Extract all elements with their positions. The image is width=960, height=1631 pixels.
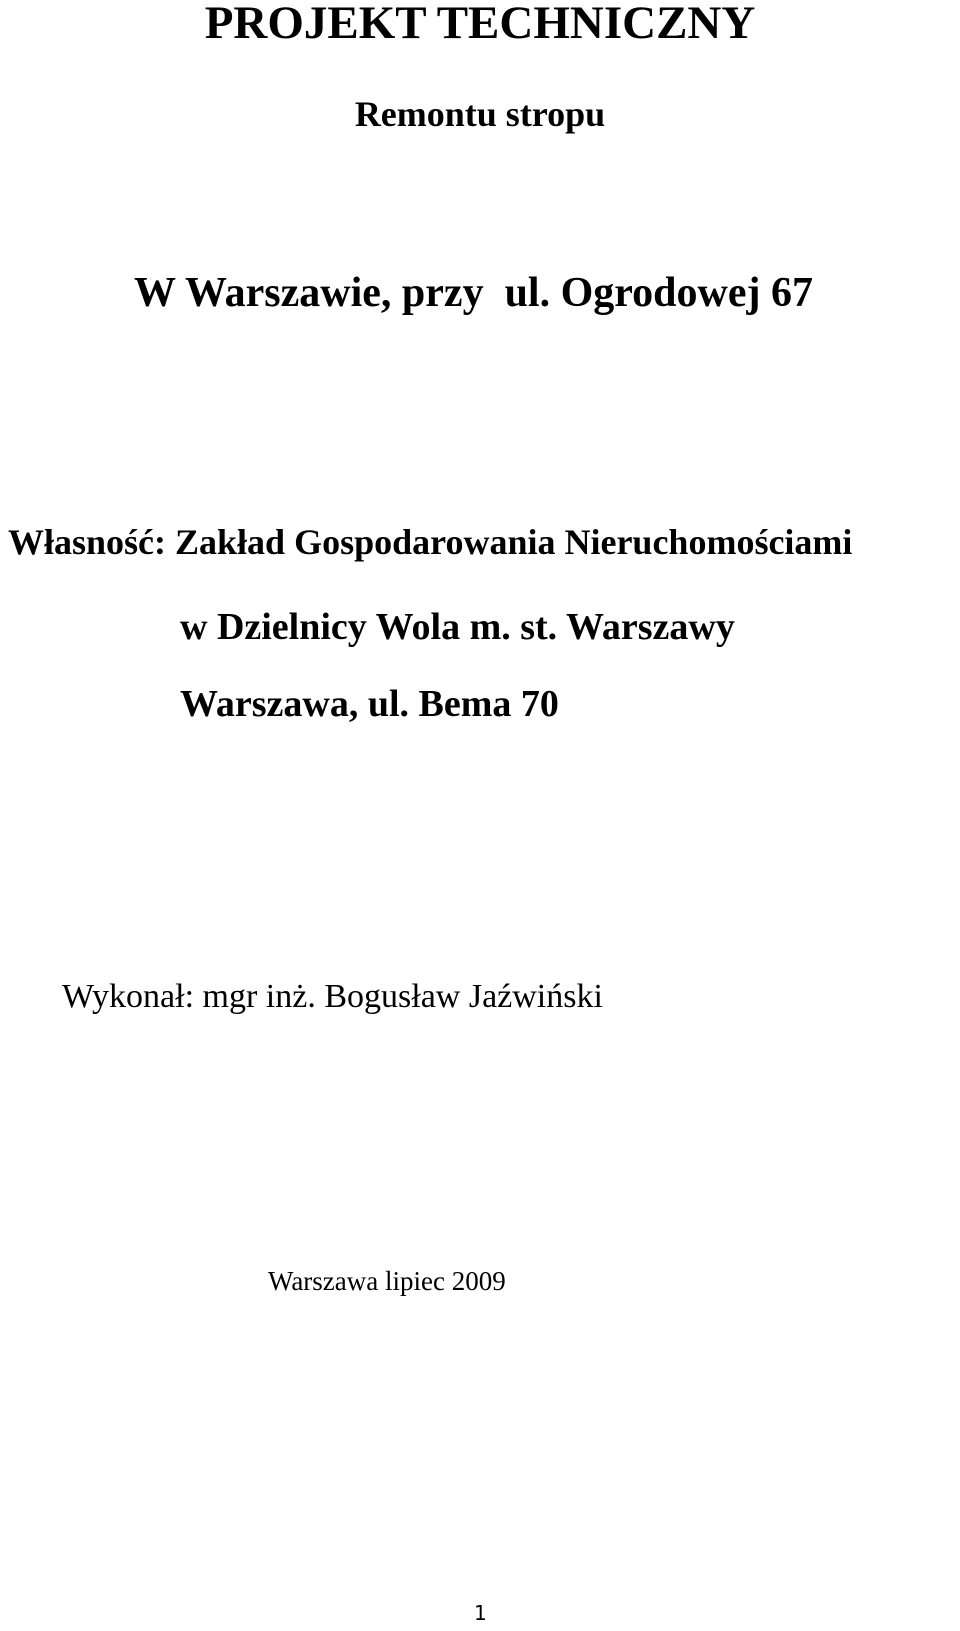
owner-line-1: Własność: Zakład Gospodarowania Nieruchomościami [8,522,853,562]
owner-line-2: w Dzielnicy Wola m. st. Warszawy [180,606,735,648]
owner-address: Warszawa, ul. Bema 70 [180,683,559,725]
document-title: PROJEKT TECHNICZNY [204,0,756,49]
document-subtitle: Remontu stropu [354,94,606,134]
date-line: Warszawa lipiec 2009 [268,1266,506,1296]
page-number: 1 [474,1601,487,1625]
project-location: W Warszawie, przy ul. Ogrodowej 67 [134,270,813,316]
author-line: Wykonał: mgr inż. Bogusław Jaźwiński [62,978,603,1015]
